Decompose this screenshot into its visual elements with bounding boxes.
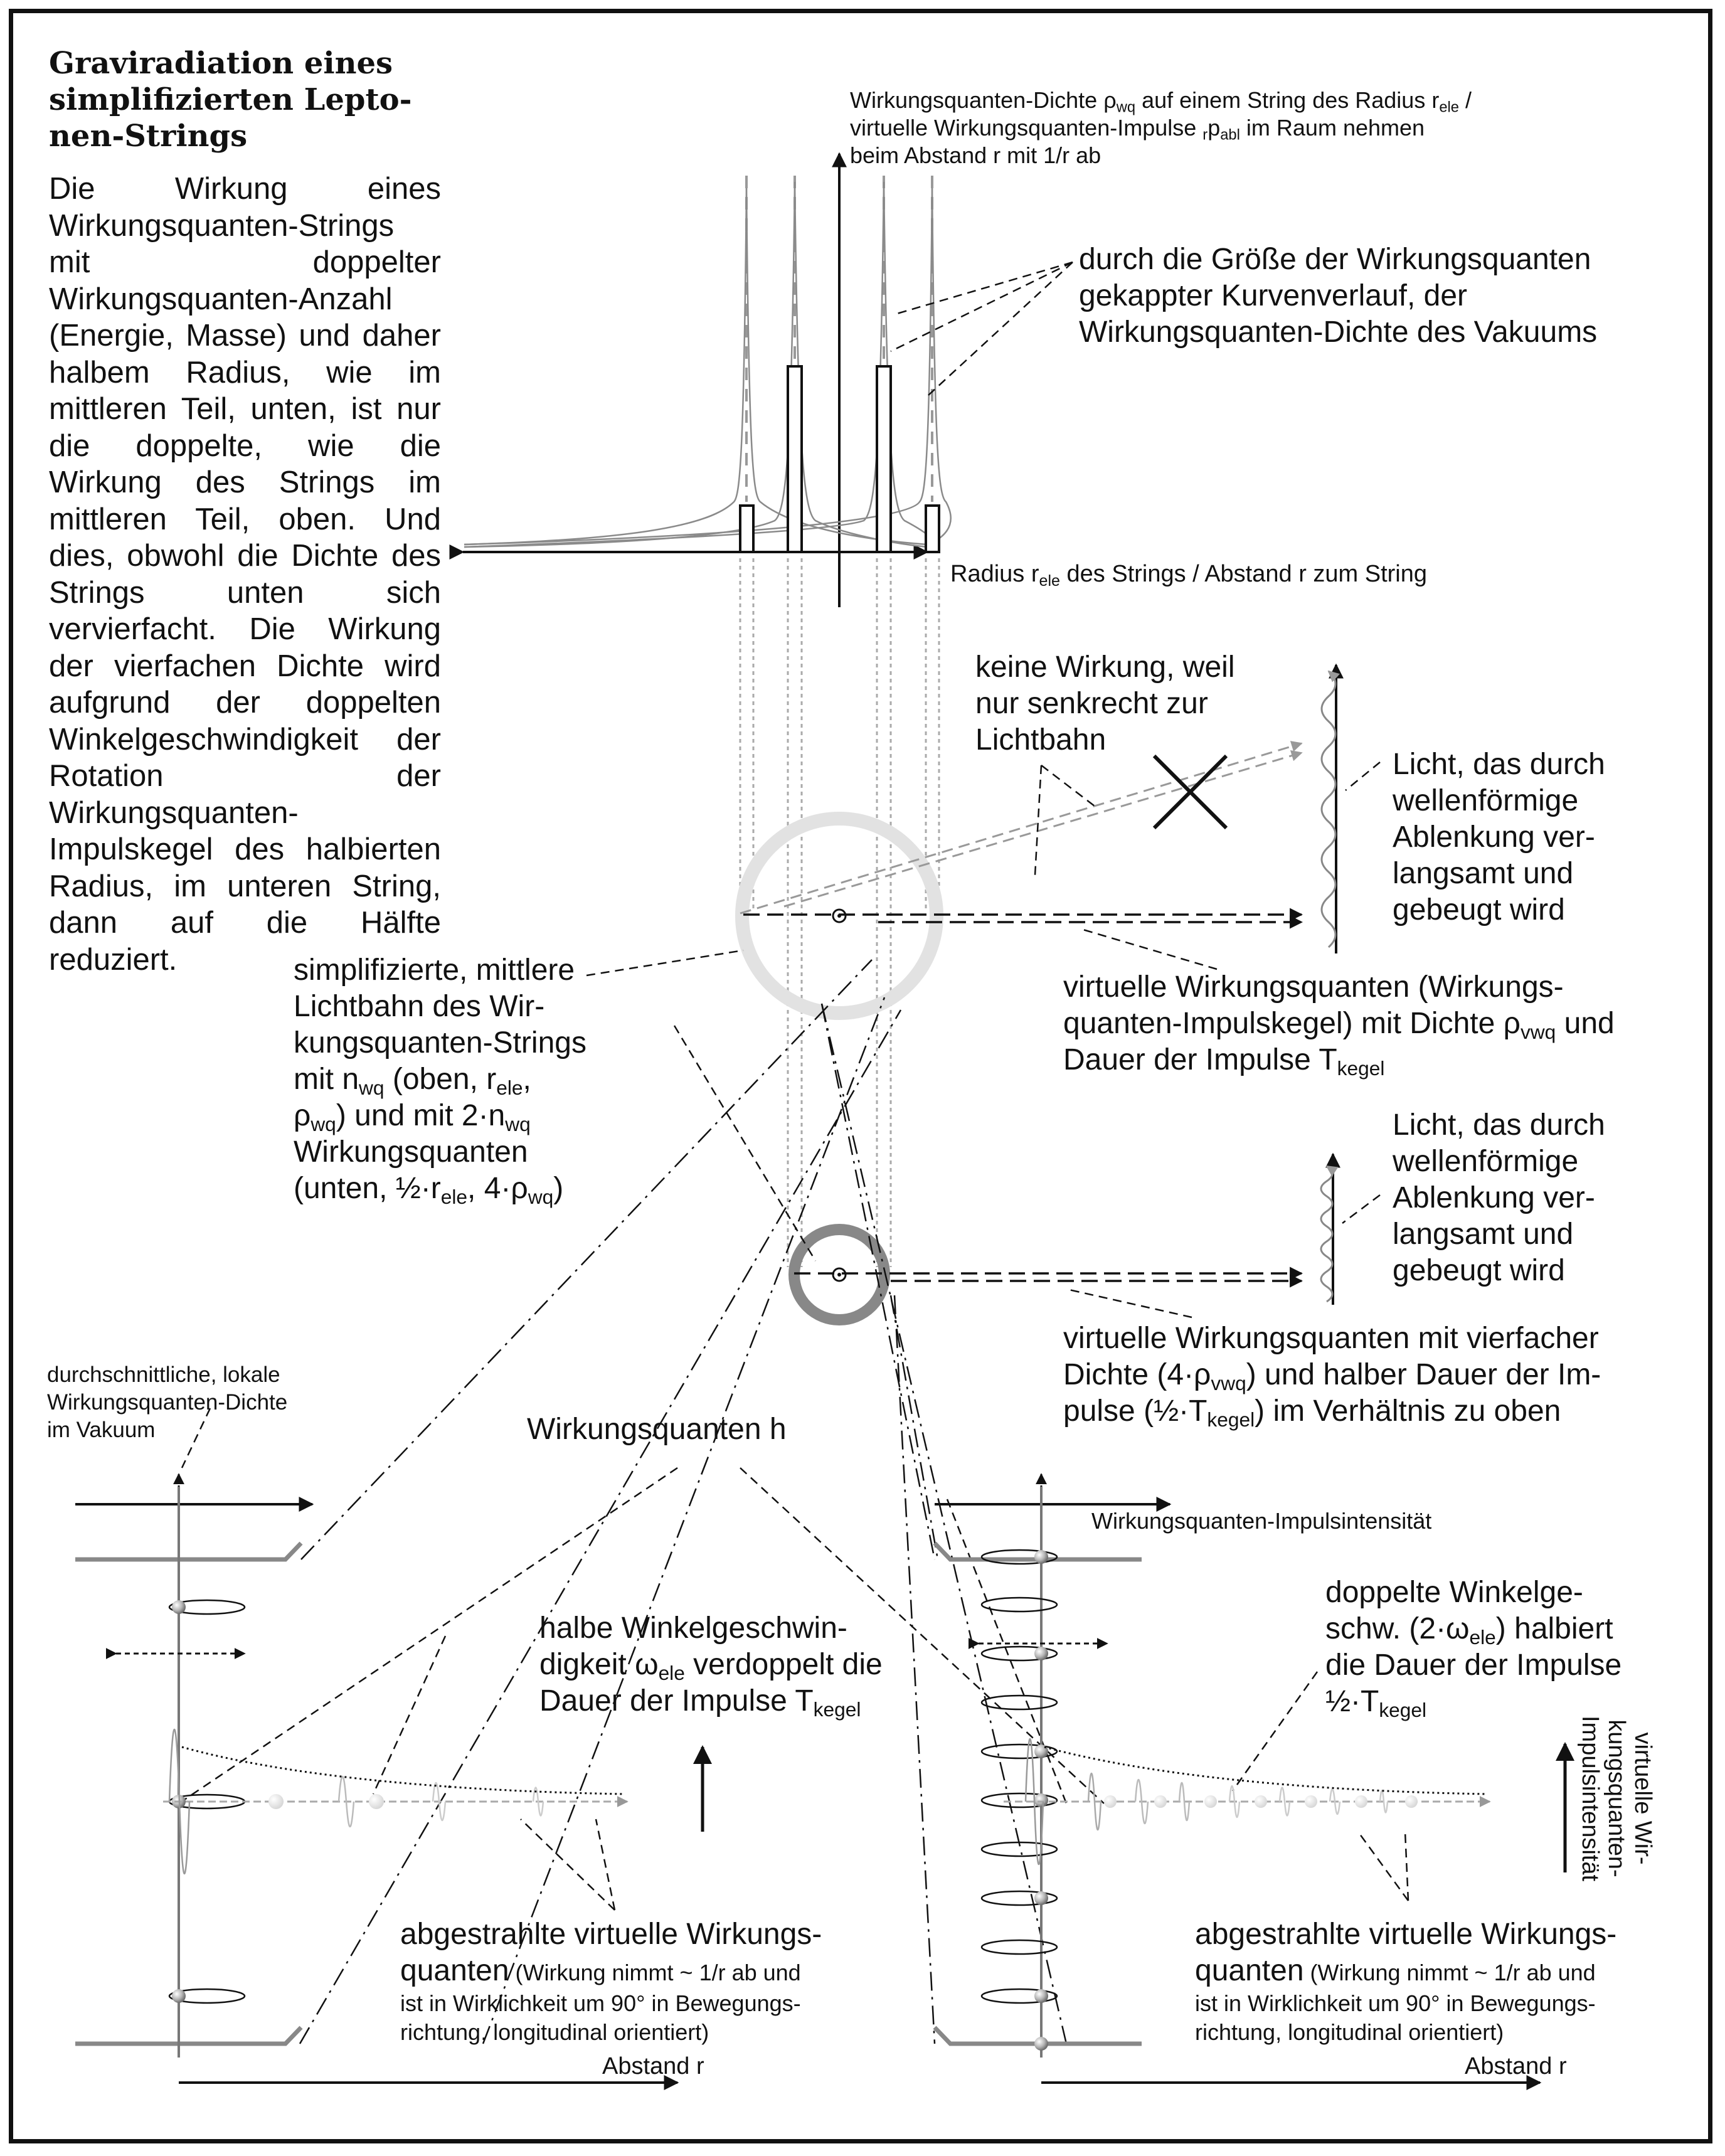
intro-text: Die Wirkung eines Wirkungsquanten-Strings mit doppelter Wirkungsquanten-Anzahl (Energie, Masse) und daher halbem Radius, wie im mittleren Teil, unten, ist nur die doppelte, wie die Wirkung des Strings im mittleren Teil, oben. Und dies, obwohl die Dichte des Strings unten sich vervierfacht. Die Wirkung der vierfachen Dichte wird aufgrund der doppelten Winkelgeschwindigkeit der Rotation der Wirkungsquanten-Impulskegel des halbierten Radius, im unteren String, dann auf die Hälfte reduziert. bbox=[49, 172, 441, 977]
cap-note: durch die Größe der Wirkungsquanten gekappter Kurvenverlauf, der Wirkungsquanten-Dichte des Vakuums bbox=[1079, 243, 1598, 349]
quantum-ball bbox=[1034, 1647, 1048, 1660]
vacuum-density-note: durchschnittliche, lokale Wirkungsquanten-Dichte im Vakuum bbox=[47, 1362, 288, 1442]
quanta-h-label: Wirkungsquanten h bbox=[527, 1413, 787, 1446]
distance-axis-label-left: Abstand r bbox=[602, 2053, 704, 2079]
light-note-upper: Licht, das durch wellenförmige Ablenkung ver- langsamt und gebeugt wird bbox=[1393, 748, 1605, 927]
quantum-ball bbox=[1034, 2037, 1048, 2051]
quantum-ball bbox=[1034, 1891, 1048, 1905]
half-angular-velocity-note: halbe Winkelgeschwin- digkeit $\omega_{ele}$ verdoppelt die Dauer der Impulse $T_{kegel}$ bbox=[539, 1612, 883, 1721]
page-title: Graviradiation eines simplifizierten Lepto-nen-Strings bbox=[49, 46, 412, 154]
upper-string-ring bbox=[742, 819, 937, 1013]
distance-axis-label-right: Abstand r bbox=[1465, 2053, 1567, 2079]
no-effect-note: keine Wirkung, weil nur senkrecht zur Lichtbahn bbox=[975, 651, 1235, 757]
emitted-quanta-right: abgestrahlte virtuelle Wirkungs- quanten (Wirkung nimmt ~ 1/r ab und ist in Wirklichkeit um 90° in Bewegungs- richtung, longitudinal orientiert) bbox=[1195, 1918, 1617, 2045]
light-note-lower: Licht, das durch wellenförmige Ablenkung ver- langsamt und gebeugt wird bbox=[1393, 1108, 1605, 1287]
radius-axis-label: Radius $r_{ele}$ des Strings / Abstand r zum String bbox=[950, 561, 1428, 590]
quantum-ball bbox=[172, 1600, 186, 1614]
impulse-intensity-label: Wirkungsquanten-Impulsintensität bbox=[1091, 1508, 1432, 1534]
virtual-quanta-lower: virtuelle Wirkungsquanten mit vierfacher Dichte $(4\cdot\rho_{vwq})$ und halber Dauer der Im- pulse $(\frac{1}{2}\cdot T_{kegel})$ im Verhältnis zu oben bbox=[1063, 1322, 1601, 1431]
light-path-note: simplifizierte, mittlere Lichtbahn des Wir- kungsquanten-Strings mit $n_{wq}$ (oben, $r_{ele}$, $\rho_{wq}$) und mit $2\cdot n_{wq}$ Wirkungsquanten (unten, $\frac{1}{2}\cdot r_{ele}$, $4\cdot\rho_{wq}$) bbox=[294, 953, 586, 1208]
emitted-quanta-left: abgestrahlte virtuelle Wirkungs- quanten (Wirkung nimmt ~ 1/r ab und ist in Wirklichkeit um 90° in Bewegungs- richtung, longitudinal orientiert) bbox=[400, 1918, 822, 2045]
density-axis-label: Wirkungsquanten-Dichte $\rho_{wq}$ auf einem String des Radius $r_{ele}$ / virtuelle Wirkungsquanten-Impulse $_rp_{abl}$ im Raum nehmen beim Abstand r mit 1/r ab bbox=[850, 87, 1472, 168]
quantum-ball bbox=[1034, 1793, 1048, 1807]
lower-light-wave bbox=[1321, 1154, 1333, 1305]
double-angular-velocity-note: doppelte Winkelge- schw. $(2\cdot\omega_{ele})$ halbiert die Dauer der Impulse $\frac{1}{2}\cdot T_{kegel}$ bbox=[1325, 1576, 1622, 1721]
quantum-ball bbox=[172, 1989, 186, 2003]
virtual-quanta-upper: virtuelle Wirkungsquanten (Wirkungs- quanten-Impulskegel) mit Dichte $\rho_{vwq}$ und Dauer der Impulse $T_{kegel}$ bbox=[1063, 970, 1615, 1080]
quantum-ball bbox=[1034, 1989, 1048, 2003]
quantum-ball bbox=[1034, 1550, 1048, 1564]
vertical-intensity-label: virtuelle Wir- kungsquanten- Impulsintensität bbox=[1577, 1716, 1656, 1882]
no-effect-cross bbox=[1154, 756, 1226, 828]
upper-light-wave bbox=[1322, 665, 1336, 953]
density-graph bbox=[463, 154, 951, 607]
